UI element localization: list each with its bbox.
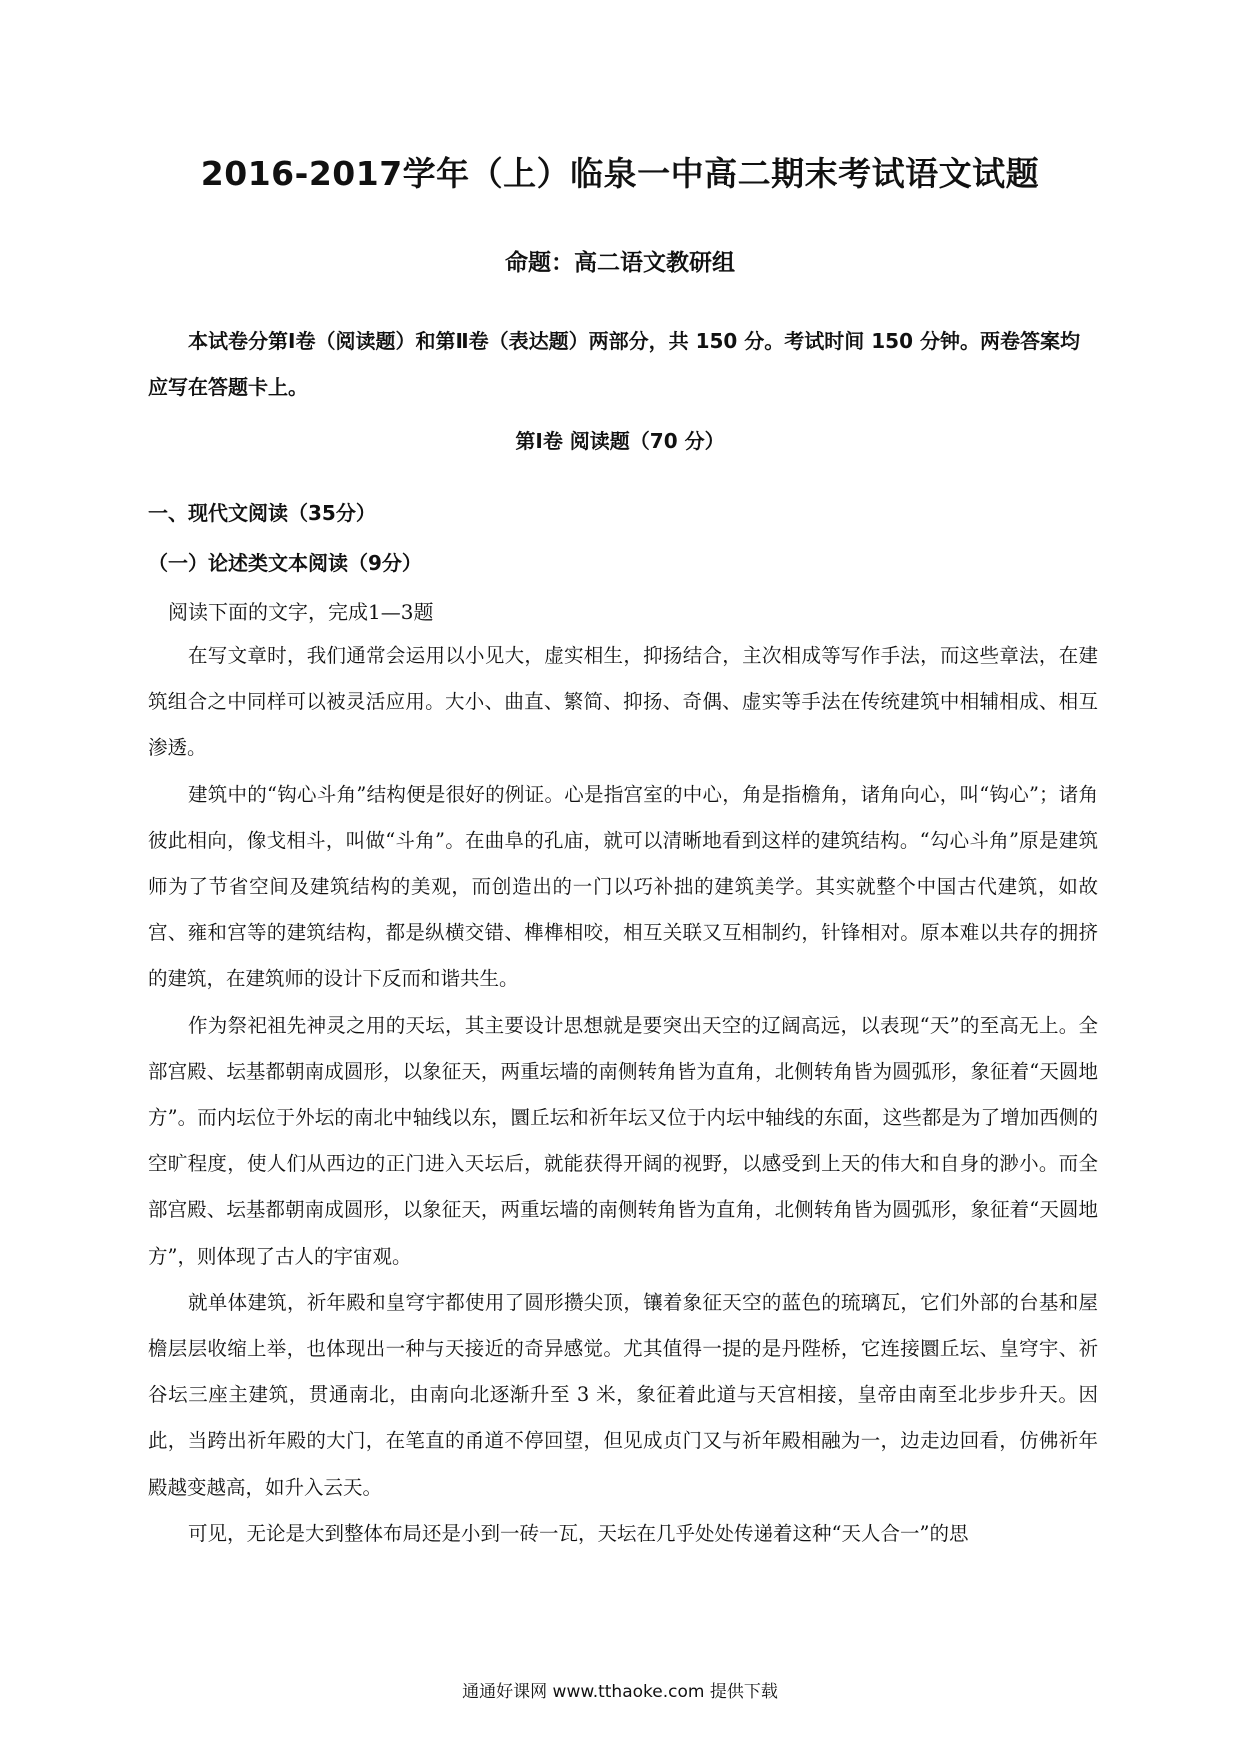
paragraph: 可见，无论是大到整体布局还是小到一砖一瓦，天坛在几乎处处传递着这种“天人合一”的思	[188, 1521, 969, 1545]
paragraph: 建筑中的“钩心斗角”结构便是很好的例证。心是指宫室的中心，角是指檐角，诸角向心，叫“钩心”；诸角彼此相向，像戈相斗，叫做“斗角”。在曲阜的孔庙，就可以清晰地看到这样的建筑结构。“勾心斗角”原是建筑师为了节省空间及建筑结构的美观，而创造出的一门以巧补拙的建筑美学。其实就整个中国古代建筑，如故宫、雍和宫等的建筑结构，都是纵横交错、榫榫相咬，相互关联又互相制约，针锋相对。原本难以共存的拥挤的建筑，在建筑师的设计下反而和谐共生。	[148, 782, 1098, 991]
section-heading: 一、现代文阅读（35分）	[148, 501, 376, 525]
paragraph: 就单体建筑，祈年殿和皇穹宇都使用了圆形攒尖顶，镶着象征天空的蓝色的琉璃瓦，它们外部的台基和屋檐层层收缩上举，也体现出一种与天接近的奇异感觉。尤其值得一提的是丹陛桥，它连接圜丘坛、皇穹宇、祈谷坛三座主建筑，贯通南北，由南向北逐渐升至 3 米，象征着此道与天宫相接，皇帝由南至北步步升天。因此，当跨出祈年殿的大门，在笔直的甬道不停回望，但见成贞门又与祈年殿相融为一，边走边回看，仿佛祈年殿越变越高，如升入云天。	[148, 1290, 1098, 1499]
paragraph: 在写文章时，我们通常会运用以小见大，虚实相生，抑扬结合，主次相成等写作手法，而这些章法，在建筑组合之中同样可以被灵活应用。大小、曲直、繁简、抑扬、奇偶、虚实等手法在传统建筑中相辅相成、相互渗透。	[148, 644, 1098, 760]
exam-title: 2016-2017学年（上）临泉一中高二期末考试语文试题	[200, 154, 1040, 193]
part-title: 第Ⅰ卷 阅读题（70 分）	[515, 429, 725, 453]
reading-instruction: 阅读下面的文字，完成1—3题	[168, 600, 434, 624]
subsection-heading: （一）论述类文本阅读（9分）	[148, 551, 422, 575]
paragraph: 作为祭祀祖先神灵之用的天坛，其主要设计思想就是要突出天空的辽阔高远，以表现“天”的至高无上。全部宫殿、坛基都朝南成圆形，以象征天，两重坛墙的南侧转角皆为直角，北侧转角皆为圆弧形，象征着“天圆地方”。而内坛位于外坛的南北中轴线以东，圜丘坛和祈年坛又位于内坛中轴线的东面，这些都是为了增加西侧的空旷程度，使人们从西边的正门进入天坛后，就能获得开阔的视野，以感受到上天的伟大和自身的渺小。而全部宫殿、坛基都朝南成圆形，以象征天，两重坛墙的南侧转角皆为直角，北侧转角皆为圆弧形，象征着“天圆地方”，则体现了古人的宇宙观。	[148, 1013, 1098, 1268]
reading-passage	[148, 633, 1098, 1557]
exam-intro: 本试卷分第Ⅰ卷（阅读题）和第Ⅱ卷（表达题）两部分，共 150 分。考试时间 150 分钟。两卷答案均应写在答题卡上。	[148, 329, 1080, 399]
exam-subtitle: 命题：高二语文教研组	[505, 250, 735, 276]
page-footer: 通通好课网 www.tthaoke.com 提供下载	[462, 1682, 778, 1702]
